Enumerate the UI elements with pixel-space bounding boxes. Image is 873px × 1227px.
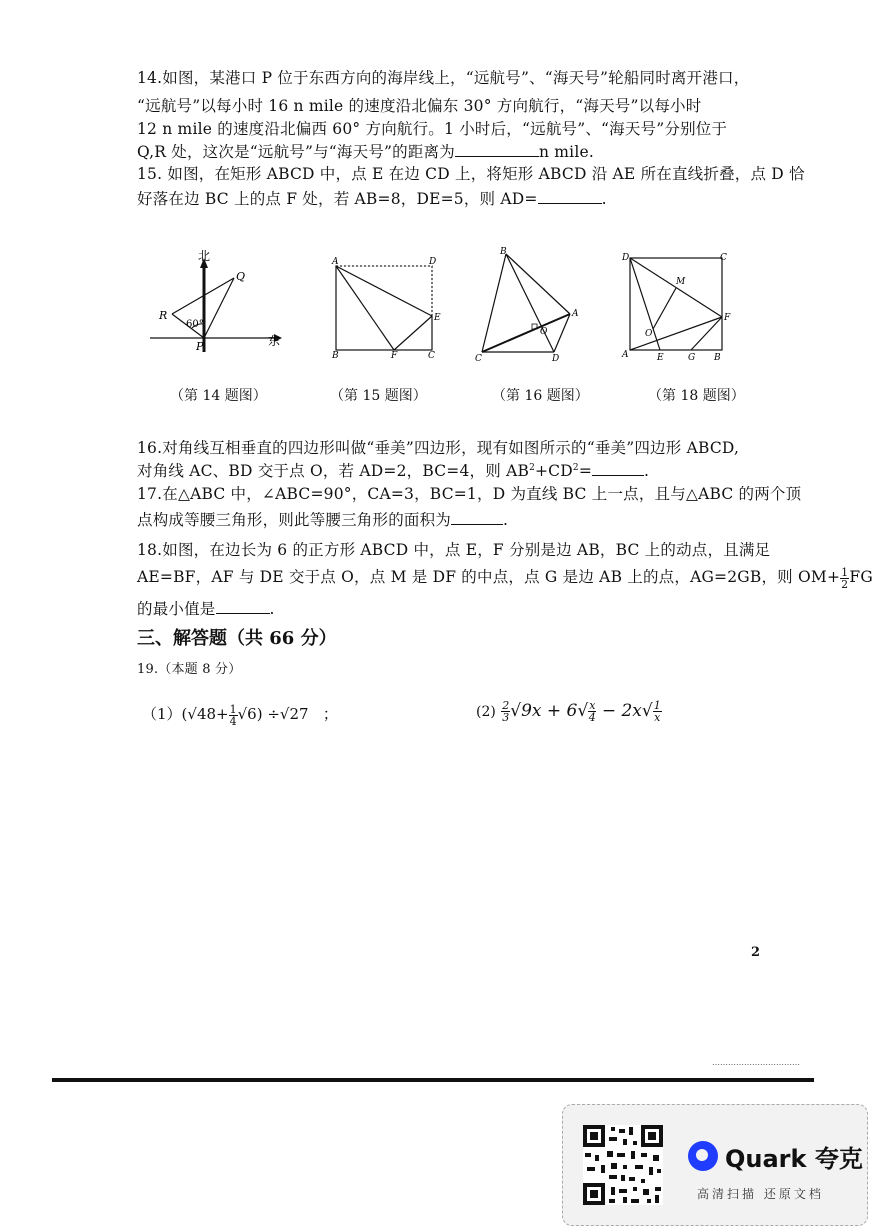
label-A: A: [332, 257, 339, 267]
caption-16: （第 16 题图）: [492, 388, 589, 404]
q15-answer-blank: [538, 189, 602, 204]
q17-line-2: 点构成等腰三角形，则此等腰三角形的面积为 .: [137, 511, 509, 529]
label-B: B: [332, 351, 339, 361]
section-title: 三、解答题（共 66 分）: [137, 628, 337, 649]
footer-rule: [52, 1078, 814, 1082]
q18-line-3: 的最小值是 .: [137, 600, 275, 618]
figure-18: [620, 250, 732, 362]
label-B: B: [500, 247, 507, 257]
caption-15: （第 15 题图）: [330, 388, 427, 404]
q14-line-3: 12 n mile 的速度沿北偏西 60° 方向航行。1 小时后，“远航号”、“海天号”分别位于: [137, 120, 728, 138]
label-G: G: [688, 353, 696, 363]
q17-answer-blank: [451, 510, 503, 525]
segment-BA: [506, 254, 570, 314]
label-R: R: [159, 309, 168, 322]
q15-line-2: 好落在边 BC 上的点 F 处，若 AB=8，DE=5，则 AD= .: [137, 190, 607, 208]
label-A: A: [622, 350, 629, 360]
q15-text: 好落在边 BC 上的点 F 处，若 AB=8，DE=5，则 AD=: [137, 190, 538, 208]
q19-part-1: （1）(√48+ $\frac{1}{4}$ √6) ÷√27 ；: [142, 702, 338, 728]
label-O: O: [645, 329, 653, 339]
q14-unit: n mile.: [538, 143, 594, 161]
q14-text: Q,R 处，这次是“远航号”与“海天号”的距离为: [137, 143, 455, 161]
label-C: C: [428, 351, 435, 361]
square-ABCD: [630, 258, 722, 350]
q18-answer-blank: [216, 599, 270, 614]
label-F: F: [391, 351, 398, 361]
q19-part-2: (2) $\frac{2}{3}$ √9x + 6√ $\frac{x}{4}$ − 2x√ $\frac{1}{x}$: [476, 699, 661, 724]
quark-logo-icon: [688, 1141, 718, 1171]
label-C: C: [720, 253, 727, 263]
footer-faint-text: ……………………………: [712, 1058, 800, 1067]
figure-16: [472, 244, 584, 364]
label-D: D: [429, 257, 437, 267]
q18-line-2: AE=BF，AF 与 DE 交于点 O，点 M 是 DF 的中点，点 G 是边 AB 上的点，AG=2GB，则 OM+ $\frac{1}{2}$ FG: [137, 565, 873, 591]
q14-line-4: [137, 140, 594, 162]
label-P: P: [196, 340, 204, 353]
q14-line-1: 14.如图，某港口 P 位于东西方向的海岸线上，“远航号”、“海天号”轮船同时离开港口，: [137, 69, 750, 87]
q15-line-1: 15. 如图，在矩形 ABCD 中，点 E 在边 CD 上，将矩形 ABCD 沿 AE 所在直线折叠，点 D 恰: [137, 165, 805, 183]
segment-BD: [506, 254, 554, 352]
figure-15: [326, 250, 444, 362]
label-B: B: [714, 353, 721, 363]
q16-line-1: 16.对角线互相垂直的四边形叫做“垂美”四边形，现有如图所示的“垂美”四边形 ABCD,: [137, 439, 740, 457]
label-D: D: [552, 354, 560, 364]
label-E: E: [657, 353, 664, 363]
label-E: E: [434, 313, 441, 323]
q14-answer-blank: [455, 142, 539, 157]
label-O: O: [540, 327, 548, 337]
label-M: M: [676, 277, 686, 287]
quark-brand: Quark 夸克: [725, 1145, 863, 1173]
caption-14: （第 14 题图）: [170, 388, 267, 404]
q16-answer-blank: [592, 461, 644, 476]
label-C: C: [475, 354, 482, 364]
segment-AE: [336, 266, 432, 316]
segment-FE: [394, 316, 432, 350]
quark-tagline: 高清扫描 还原文档: [697, 1187, 824, 1201]
label-angle: 60°: [186, 319, 204, 330]
q16-line-2: 对角线 AC、BD 交于点 O，若 AD=2，BC=4，则 $AB^2+CD^2=$ .: [137, 462, 650, 480]
label-A: A: [572, 309, 579, 319]
segment-DF: [630, 258, 722, 317]
segment-AF: [630, 317, 722, 350]
figure-14: [148, 248, 288, 360]
page-number: 2: [751, 945, 761, 960]
segment-BC: [482, 254, 506, 352]
q17-line-1: 17.在△ABC 中，∠ABC=90°，CA=3，BC=1，D 为直线 BC 上一点，且与△ABC 的两个顶: [137, 485, 802, 503]
q18-line-1: 18.如图，在边长为 6 的正方形 ABCD 中，点 E，F 分别是边 AB，BC 上的动点，且满足: [137, 541, 771, 559]
quark-watermark: [562, 1104, 868, 1226]
label-north: 北: [198, 249, 211, 263]
segment-AF: [336, 266, 394, 350]
q14-line-2: “远航号”以每小时 16 n mile 的速度沿北偏东 30° 方向航行，“海天号”以每小时: [137, 97, 702, 115]
label-F: F: [724, 313, 731, 323]
segment-OM: [653, 288, 676, 329]
caption-18: （第 18 题图）: [648, 388, 745, 404]
label-D: D: [622, 253, 630, 263]
label-east: 东: [268, 334, 281, 348]
qr-code-icon: [583, 1125, 663, 1205]
fraction-one-half: $\frac{1}{2}$: [841, 565, 849, 591]
label-Q: Q: [236, 270, 246, 283]
q19-title: 19.（本题 8 分）: [137, 662, 242, 677]
